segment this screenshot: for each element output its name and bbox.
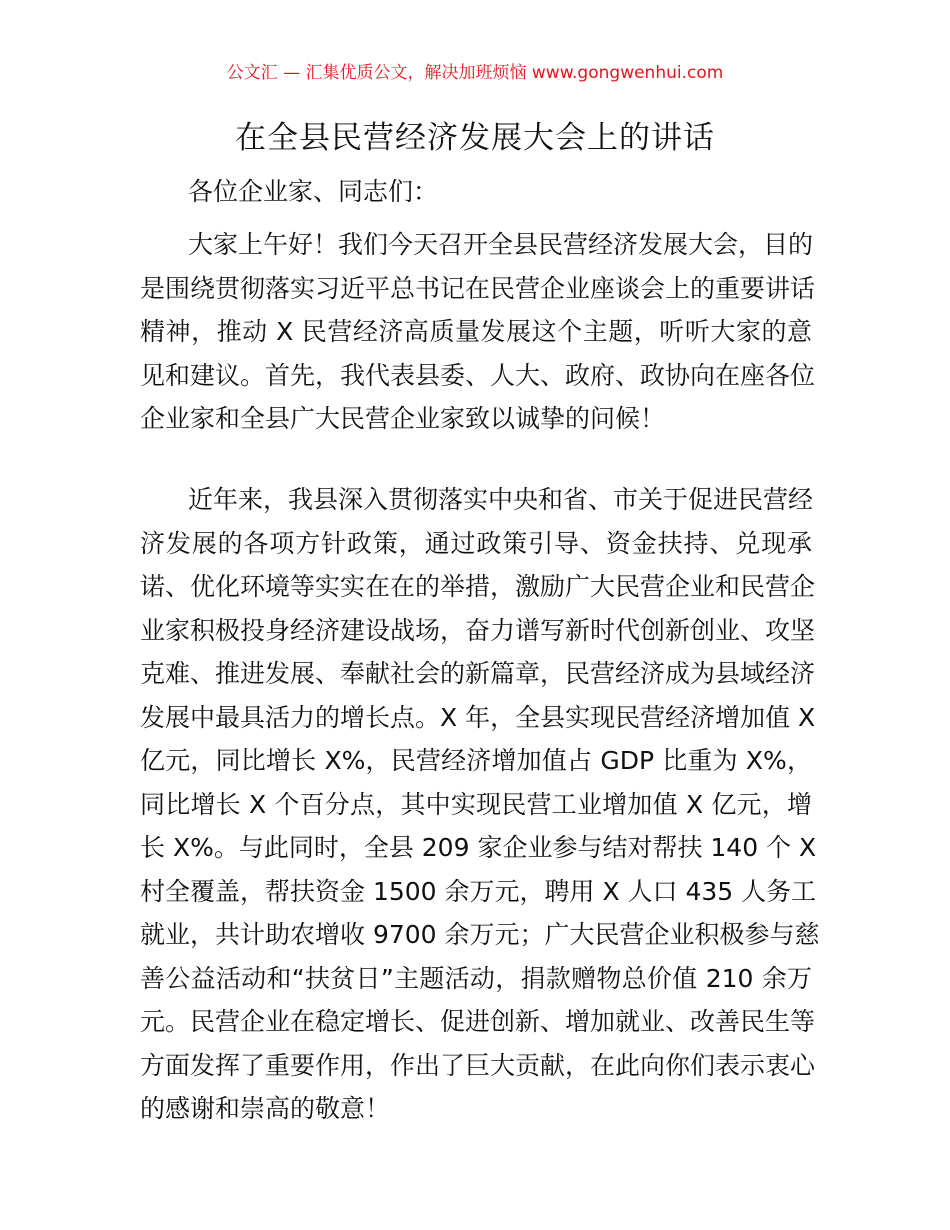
paragraph-line: 见和建议。首先，我代表县委、人大、政府、政协向在座各位 (140, 360, 816, 390)
paragraph-line: 长 X%。与此同时，全县 209 家企业参与结对帮扶 140 个 X (140, 833, 817, 862)
paragraph-line: 克难、推进发展、奉献社会的新篇章，民营经济成为县域经济 (140, 659, 816, 688)
paragraph-line: 精神，推动 X 民营经济高质量发展这个主题，听听大家的意 (140, 317, 812, 346)
paragraph-line: 同比增长 X 个百分点，其中实现民营工业增加值 X 亿元，增 (140, 789, 812, 819)
paragraph-line: 是围绕贯彻落实习近平总书记在民营企业座谈会上的重要讲话 (140, 273, 816, 303)
paragraph-line: 济发展的各项方针政策，通过政策引导、资金扶持、兑现承 (140, 528, 812, 558)
paragraph-line: 企业家和全县广大民营企业家致以诚挚的问候！ (140, 404, 666, 433)
paragraph-line: 村全覆盖，帮扶资金 1500 余万元，聘用 X 人口 435 人务工 (140, 876, 817, 906)
paragraph-line: 方面发挥了重要作用，作出了巨大贡献，在此向你们表示衷心 (140, 1050, 816, 1080)
document-title: 在全县民营经济发展大会上的讲话 (235, 120, 715, 156)
paragraph-line: 善公益活动和“扶贫日”主题活动，捐款赠物总价值 210 余万 (140, 963, 812, 993)
paragraph-2 (140, 478, 820, 1131)
paragraph-line: 业家积极投身经济建设战场，奋力谱写新时代创新创业、攻坚 (140, 615, 816, 645)
paragraph-line: 发展中最具活力的增长点。X 年，全县实现民营经济增加值 X (140, 702, 816, 732)
paragraph-line: 元。民营企业在稳定增长、促进创新、增加就业、改善民生等 (140, 1007, 816, 1036)
paragraph-line: 亿元，同比增长 X%，民营经济增加值占 GDP 比重为 X%， (140, 746, 812, 775)
paragraph-line: 的感谢和崇高的敬意！ (140, 1094, 391, 1123)
paragraph-line: 大家上午好！我们今天召开全县民营经济发展大会，目的 (188, 230, 814, 259)
greeting: 各位企业家、同志们： (188, 177, 439, 206)
paragraph-line: 就业，共计助农增收 9700 余万元；广大民营企业积极参与慈 (140, 920, 820, 949)
paragraph-line: 近年来，我县深入贯彻落实中央和省、市关于促进民营经 (188, 485, 814, 514)
paragraph-1 (140, 223, 816, 441)
watermark-header: 公文汇 — 汇集优质公文，解决加班烦恼 www.gongwenhui.com (226, 63, 724, 83)
paragraph-line: 诺、优化环境等实实在在的举措，激励广大民营企业和民营企 (140, 572, 816, 601)
